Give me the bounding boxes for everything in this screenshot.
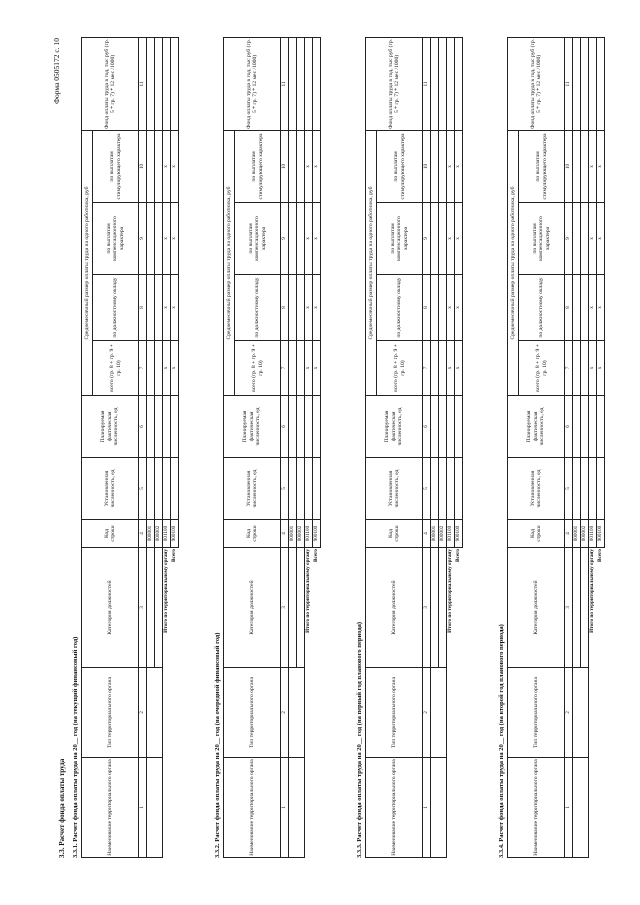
header-avg-group: Среднемесячный размер оплаты труда на одного работника, руб — [82, 130, 93, 395]
header-name: Наименование территориального органа — [82, 758, 139, 858]
block-title: 3.3.2. Расчет фонда оплаты труда на 20__ год (на очередной финансовый год) — [214, 632, 221, 858]
header-category: Категория должностей — [82, 548, 139, 668]
header-established: Установленная численность, ед — [82, 458, 139, 520]
wage-fund-table: Наименование территориального органа Тип территориального органа Категория должностей Код строки Установленная численность, ед Планируемая фактическая численность, ед Среднемесячный размер оплаты труда на одного работника, руб Фонд оплаты труда в год, тыс руб (гр. 5 * гр. 7) * 12 мес /1000) всего (гр. 8 + гр. 9 + гр. 10) по должностному окладу по выплатам компенсационного характера по выплатам стимулирующего характера 1 2 3 4 5 6 7 8 9 10 11 000001 000002 Итого по территориальному органу 001100 x x x x Всего 900100 x x x x — [507, 37, 605, 858]
header-compensation: по выплатам компенсационного характера — [93, 203, 139, 275]
wage-fund-table: Наименование территориального органа Тип территориального органа Категория должностей Код строки Установленная численность, ед Планируемая фактическая численность, ед Среднемесячный размер оплаты труда на одного работника, руб Фонд оплаты труда в год, тыс руб (гр. 5 * гр. 7) * 12 мес /1000) всего (гр. 8 + гр. 9 + гр. 10) по должностному окладу по выплатам компенсационного характера по выплатам стимулирующего характера 1 2 3 4 5 6 7 8 9 10 11 000001 000002 Итого по территориальному органу 001100 x x x x Всего 900100 x x x x — [81, 37, 179, 858]
header-code: Код строки — [82, 520, 139, 548]
header-type: Тип территориального органа — [82, 668, 139, 758]
block-title: 3.3.4. Расчет фонда оплаты труда на 20__ год (на второй год планового периода) — [498, 624, 505, 858]
table-block-1 — [70, 38, 179, 858]
table-block-3 — [354, 38, 463, 858]
table-block-2 — [212, 38, 321, 858]
block-title: 3.3.3. Расчет фонда оплаты труда на 20__ год (на первый год планового периода) — [356, 621, 363, 858]
section-title: 3.3. Расчет фонда оплаты труда — [58, 758, 66, 858]
rotated-sheet — [52, 38, 632, 858]
wage-fund-table: Наименование территориального органа Тип территориального органа Категория должностей Код строки Установленная численность, ед Планируемая фактическая численность, ед Среднемесячный размер оплаты труда на одного работника, руб Фонд оплаты труда в год, тыс руб (гр. 5 * гр. 7) * 12 мес /1000) всего (гр. 8 + гр. 9 + гр. 10) по должностному окладу по выплатам компенсационного характера по выплатам стимулирующего характера 1 2 3 4 5 6 7 8 9 10 11 000001 000002 Итого по территориальному органу 001100 x x x x Всего 900100 x x x x — [365, 37, 463, 858]
grand-total-label: Всего — [170, 549, 177, 562]
header-stimulating: по выплатам стимулирующего характера — [93, 130, 139, 202]
wage-fund-table: Наименование территориального органа Тип территориального органа Категория должностей Код строки Установленная численность, ед Планируемая фактическая численность, ед Среднемесячный размер оплаты труда на одного работника, руб Фонд оплаты труда в год, тыс руб (гр. 5 * гр. 7) * 12 мес /1000) всего (гр. 8 + гр. 9 + гр. 10) по должностному окладу по выплатам компенсационного характера по выплатам стимулирующего характера 1 2 3 4 5 6 7 8 9 10 11 000001 000002 Итого по территориальному органу 001100 x x x x Всего 900100 x x x x — [223, 37, 321, 858]
block-title: 3.3.1. Расчет фонда оплаты труда на 20__ год (на текущий финансовый год) — [72, 636, 79, 858]
table-block-4 — [496, 38, 605, 858]
header-planned: Планируемая фактическая численность, ед — [82, 396, 139, 458]
header-total: всего (гр. 8 + гр. 9 + гр. 10) — [93, 341, 139, 396]
header-salary: по должностному окладу — [93, 275, 139, 341]
form-code: Форма 0505172 с. 10 — [52, 38, 61, 104]
header-fund: Фонд оплаты труда в год, тыс руб (гр. 5 * гр. 7) * 12 мес /1000) — [82, 37, 139, 130]
territorial-total-label: Итого по территориальному органу — [162, 549, 169, 633]
